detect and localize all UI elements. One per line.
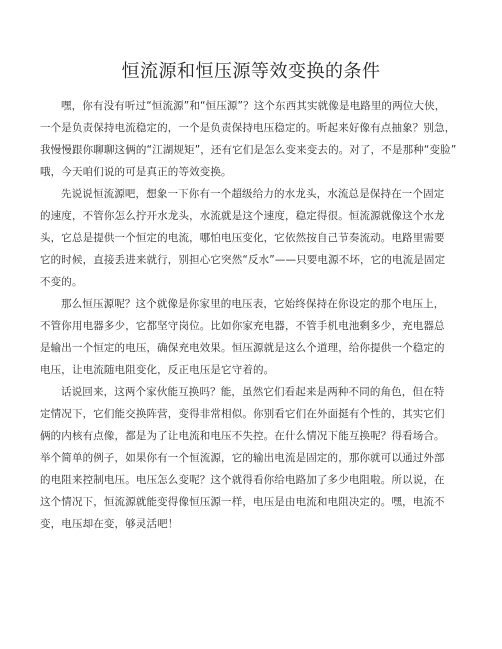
- paragraph-3: [40, 293, 465, 381]
- paragraph-line: 一个是负责保持电流稳定的，一个是负责保持电压稳定的。听起来好像有点抽象？别急，: [40, 122, 456, 134]
- paragraph-line: 不变的。: [40, 276, 83, 288]
- paragraph-line: 先说说恒流源吧，想象一下你有一个超级给力的水龙头，水流总是保持在一个固定: [61, 188, 445, 200]
- paragraph-line: 嘿，你有没有听过“恒流源”和“恒压源”？这个东西其实就像是电路里的两位大侠，: [61, 100, 446, 112]
- paragraph-line: 哦，今天咱们说的可是真正的等效变换。: [40, 166, 232, 178]
- paragraph-line: 它的时候，直接丢进来就行，别担心它突然“反水”——只要电源不坏，它的电流是固定: [40, 254, 446, 266]
- paragraph-line: 举个简单的例子，如果你有一个恒流源，它的输出电流是固定的，那你就可以通过外部: [40, 452, 445, 464]
- paragraph-line: 俩的内核有点像，都是为了让电流和电压不失控。在什么情况下能互换呢？得看场合。: [40, 430, 445, 442]
- paragraph-line: 的电阻来控制电压。电压怎么变呢？这个就得看你给电路加了多少电阻啦。所以说，在: [40, 474, 445, 486]
- paragraph-line: 我慢慢跟你聊聊这俩的“江湖规矩”，还有它们是怎么变来变去的。对了，不是那种“变脸”: [40, 144, 457, 156]
- paragraph-2: [40, 183, 465, 293]
- document-title: 恒流源和恒压源等效变换的条件: [121, 61, 381, 82]
- paragraph-line: 不管你用电器多少，它都坚守岗位。比如你家充电器，不管手机电池剩多少，充电器总: [40, 320, 445, 332]
- paragraph-line: 的速度，不管你怎么拧开水龙头，水流就是这个速度，稳定得很。恒流源就像这个水龙: [40, 210, 445, 222]
- paragraph-line: 是输出一个恒定的电压，确保充电效果。恒压源就是这么个道理，给你提供一个稳定的: [40, 342, 445, 354]
- paragraph-4: [40, 381, 465, 535]
- paragraph-line: 电压，让电流随电阻变化，反正电压是它守着的。: [40, 364, 275, 376]
- paragraph-line: 变，电压却在变，够灵活吧！: [40, 518, 179, 530]
- paragraph-1: [40, 95, 465, 183]
- document-body: [40, 95, 465, 535]
- paragraph-line: 头，它总是提供一个恒定的电流，哪怕电压变化，它依然按自己节奏流动。电路里需要: [40, 232, 445, 244]
- paragraph-line: 那么恒压源呢？这个就像是你家里的电压表，它始终保持在你设定的那个电压上，: [61, 298, 445, 310]
- paragraph-line: 定情况下，它们能交换阵营，变得非常相似。你别看它们在外面挺有个性的，其实它们: [40, 408, 445, 420]
- paragraph-line: 这个情况下，恒流源就能变得像恒压源一样，电压是由电流和电阻决定的。嘿，电流不: [40, 496, 445, 508]
- paragraph-line: 话说回来，这两个家伙能互换吗？能，虽然它们看起来是两种不同的角色，但在特: [61, 386, 445, 398]
